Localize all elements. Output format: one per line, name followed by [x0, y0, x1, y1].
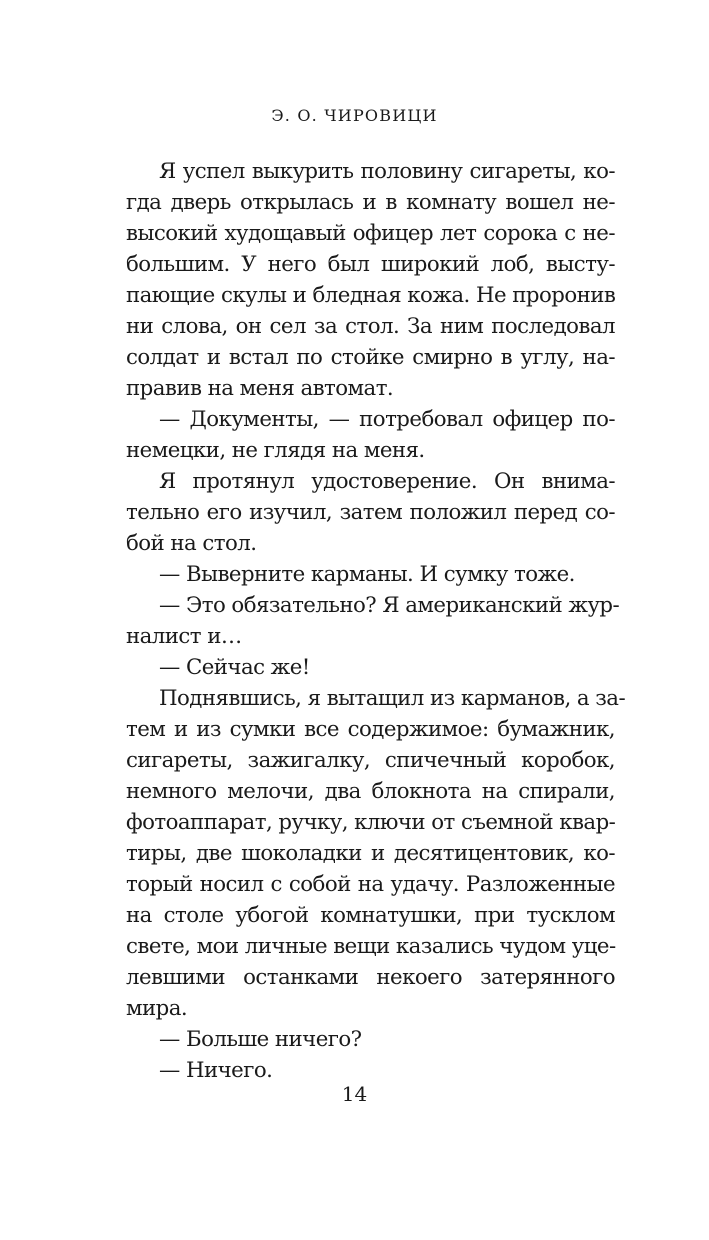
text-line: торый носил с собой на удачу. Разложенные: [126, 872, 615, 897]
text-line: — Сейчас же!: [159, 655, 310, 680]
text-line: пающие скулы и бледная кожа. Не проронив: [126, 283, 616, 308]
text-line: Я протянул удостоверение. Он внима-: [159, 469, 615, 494]
text-line: солдат и встал по стойке смирно в углу, на-: [126, 345, 615, 370]
text-line: тиры, две шоколадки и десятицентовик, ко-: [126, 841, 615, 866]
text-line: гда дверь открылась и в комнату вошел не-: [126, 190, 615, 215]
text-line: бой на стол.: [126, 531, 257, 556]
body-text: [126, 156, 626, 1086]
text-line: высокий худощавый офицер лет сорока с не-: [126, 221, 615, 246]
running-head: Э. О. ЧИРОВИЦИ: [271, 106, 438, 125]
text-line: — Больше ничего?: [159, 1027, 362, 1052]
text-line: Поднявшись, я вытащил из карманов, а за-: [159, 686, 626, 711]
text-line: левшими останками некоего затерянного: [126, 965, 615, 990]
text-line: — Выверните карманы. И сумку тоже.: [159, 562, 575, 587]
text-line: — Ничего.: [159, 1058, 273, 1083]
text-line: фотоаппарат, ручку, ключи от съемной квар-: [126, 810, 616, 835]
text-line: Я успел выкурить половину сигареты, ко-: [159, 159, 615, 184]
text-line: — Это обязательно? Я американский жур-: [159, 593, 620, 618]
text-line: свете, мои личные вещи казались чудом уце-: [126, 934, 616, 959]
text-line: правив на меня автомат.: [126, 376, 394, 401]
text-line: тем и из сумки все содержимое: бумажник,: [126, 717, 615, 742]
text-line: — Документы, — потребовал офицер по-: [159, 407, 615, 432]
text-line: налист и…: [126, 624, 242, 649]
text-line: тельно его изучил, затем положил перед со-: [126, 500, 615, 525]
text-line: ни слова, он сел за стол. За ним последовал: [126, 314, 615, 339]
text-line: немного мелочи, два блокнота на спирали,: [126, 779, 615, 804]
text-line: сигареты, зажигалку, спичечный коробок,: [126, 748, 615, 773]
text-line: мира.: [126, 996, 188, 1021]
text-line: немецки, не глядя на меня.: [126, 438, 425, 463]
page-number: 14: [341, 1082, 368, 1106]
text-line: на столе убогой комнатушки, при тусклом: [126, 903, 615, 928]
text-line: большим. У него был широкий лоб, высту-: [126, 252, 615, 277]
